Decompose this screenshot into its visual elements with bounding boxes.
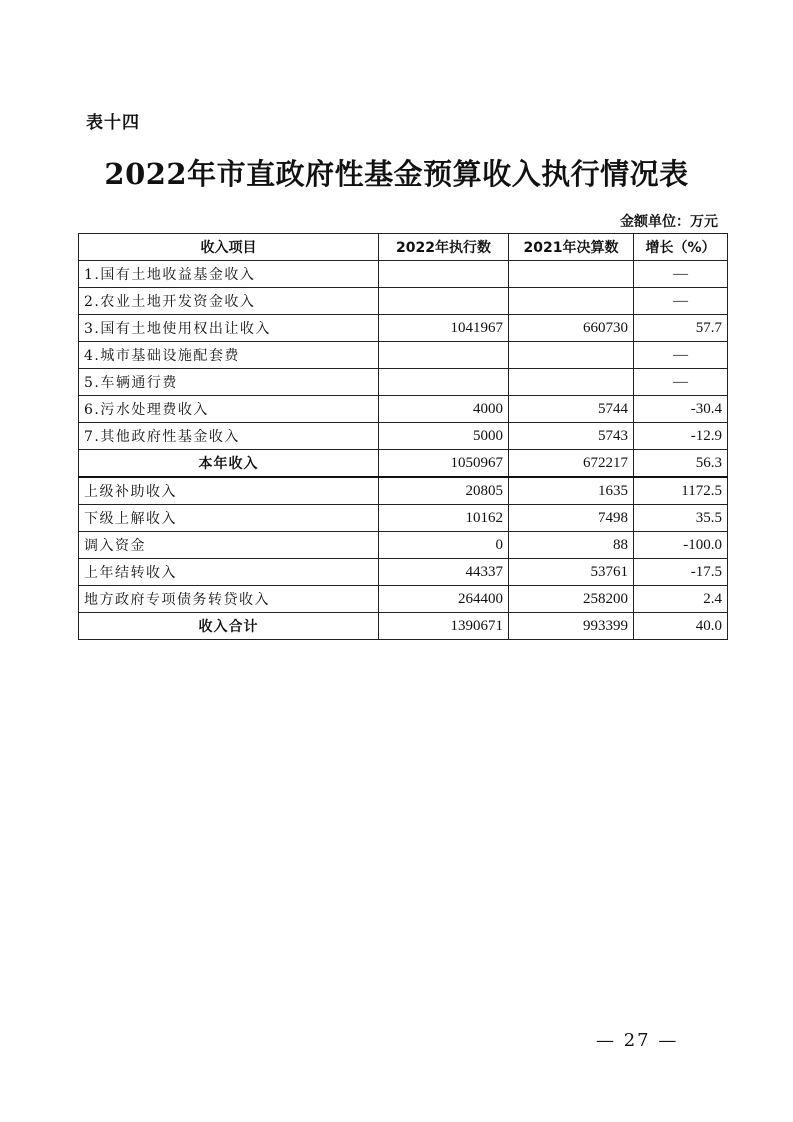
table-row bbox=[79, 288, 728, 315]
subtotal-row bbox=[79, 450, 728, 478]
subtotal-growth: 56.3 bbox=[634, 450, 728, 478]
column-header-item: 收入项目 bbox=[79, 234, 379, 261]
row-final-2021: 5743 bbox=[509, 423, 634, 450]
table-row bbox=[79, 477, 728, 505]
total-final-2021: 993399 bbox=[509, 613, 634, 640]
subtotal-final-2021: 672217 bbox=[509, 450, 634, 478]
row-item: 上级补助收入 bbox=[79, 477, 379, 505]
row-growth: 1172.5 bbox=[634, 477, 728, 505]
row-exec-2022: 20805 bbox=[379, 477, 509, 505]
row-growth: 35.5 bbox=[634, 505, 728, 532]
row-exec-2022 bbox=[379, 369, 509, 396]
document-title: 2022年市直政府性基金预算收入执行情况表 bbox=[104, 157, 689, 191]
row-exec-2022 bbox=[379, 288, 509, 315]
row-final-2021: 88 bbox=[509, 532, 634, 559]
table-row bbox=[79, 396, 728, 423]
row-final-2021 bbox=[509, 369, 634, 396]
row-final-2021: 53761 bbox=[509, 559, 634, 586]
row-final-2021 bbox=[509, 261, 634, 288]
row-final-2021 bbox=[509, 288, 634, 315]
unit-note: 金额单位：万元 bbox=[620, 214, 718, 230]
column-header-growth: 增长（%） bbox=[634, 234, 728, 261]
table-header-row bbox=[79, 234, 728, 261]
row-item: 4.城市基础设施配套费 bbox=[79, 342, 379, 369]
row-growth: -30.4 bbox=[634, 396, 728, 423]
total-growth: 40.0 bbox=[634, 613, 728, 640]
row-item: 上年结转收入 bbox=[79, 559, 379, 586]
table-row bbox=[79, 505, 728, 532]
row-item: 调入资金 bbox=[79, 532, 379, 559]
row-growth: — bbox=[634, 261, 728, 288]
revenue-table bbox=[78, 233, 728, 640]
row-final-2021: 1635 bbox=[509, 477, 634, 505]
row-exec-2022: 10162 bbox=[379, 505, 509, 532]
row-growth: — bbox=[634, 288, 728, 315]
table-row bbox=[79, 423, 728, 450]
total-row bbox=[79, 613, 728, 640]
table-row bbox=[79, 342, 728, 369]
table-row bbox=[79, 315, 728, 342]
row-final-2021: 258200 bbox=[509, 586, 634, 613]
row-growth: -100.0 bbox=[634, 532, 728, 559]
page-number: — 27 — bbox=[596, 1030, 679, 1051]
row-exec-2022: 0 bbox=[379, 532, 509, 559]
table-row bbox=[79, 559, 728, 586]
row-exec-2022 bbox=[379, 261, 509, 288]
column-header-final-2021: 2021年决算数 bbox=[509, 234, 634, 261]
row-growth: 57.7 bbox=[634, 315, 728, 342]
table-row bbox=[79, 261, 728, 288]
row-final-2021: 5744 bbox=[509, 396, 634, 423]
row-final-2021: 660730 bbox=[509, 315, 634, 342]
row-item: 3.国有土地使用权出让收入 bbox=[79, 315, 379, 342]
row-final-2021: 7498 bbox=[509, 505, 634, 532]
row-growth: 2.4 bbox=[634, 586, 728, 613]
row-item: 1.国有土地收益基金收入 bbox=[79, 261, 379, 288]
row-exec-2022 bbox=[379, 342, 509, 369]
subtotal-label: 本年收入 bbox=[79, 450, 379, 478]
row-item: 下级上解收入 bbox=[79, 505, 379, 532]
row-item: 地方政府专项债务转贷收入 bbox=[79, 586, 379, 613]
table-label: 表十四 bbox=[86, 113, 140, 133]
row-exec-2022: 4000 bbox=[379, 396, 509, 423]
row-exec-2022: 264400 bbox=[379, 586, 509, 613]
row-growth: -17.5 bbox=[634, 559, 728, 586]
row-item: 7.其他政府性基金收入 bbox=[79, 423, 379, 450]
table-row bbox=[79, 369, 728, 396]
table-row bbox=[79, 532, 728, 559]
row-item: 6.污水处理费收入 bbox=[79, 396, 379, 423]
total-label: 收入合计 bbox=[79, 613, 379, 640]
row-exec-2022: 5000 bbox=[379, 423, 509, 450]
table-row bbox=[79, 586, 728, 613]
column-header-exec-2022: 2022年执行数 bbox=[379, 234, 509, 261]
row-final-2021 bbox=[509, 342, 634, 369]
row-exec-2022: 44337 bbox=[379, 559, 509, 586]
row-growth: — bbox=[634, 369, 728, 396]
row-growth: — bbox=[634, 342, 728, 369]
row-item: 5.车辆通行费 bbox=[79, 369, 379, 396]
subtotal-exec-2022: 1050967 bbox=[379, 450, 509, 478]
row-exec-2022: 1041967 bbox=[379, 315, 509, 342]
row-item: 2.农业土地开发资金收入 bbox=[79, 288, 379, 315]
total-exec-2022: 1390671 bbox=[379, 613, 509, 640]
row-growth: -12.9 bbox=[634, 423, 728, 450]
